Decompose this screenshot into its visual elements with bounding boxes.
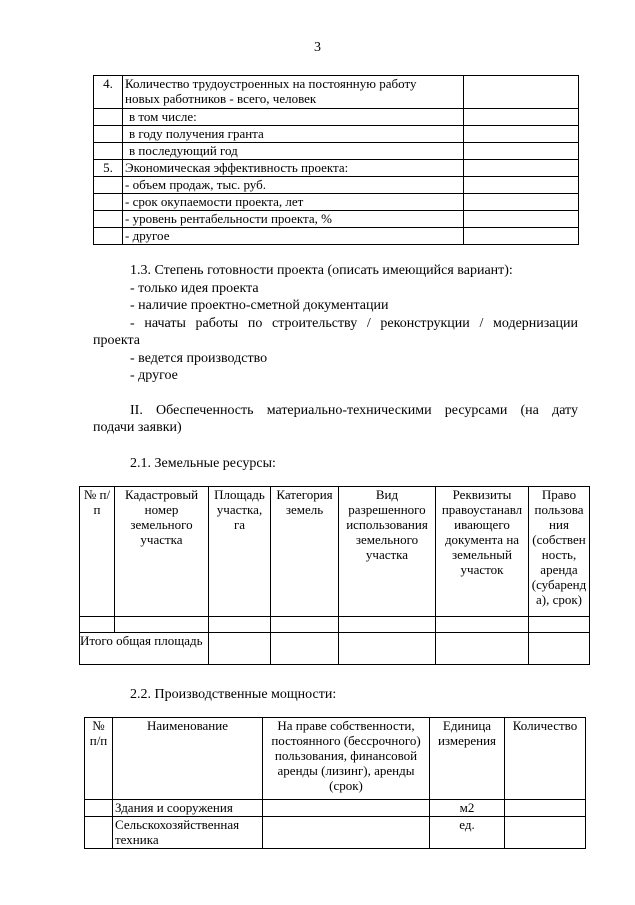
row-number [94,193,123,210]
page-number: 3 [314,40,321,55]
table-cell [339,633,436,665]
row-value-cell [464,176,579,193]
table-header-row [85,718,586,800]
indicators-table [93,75,579,245]
row-label: в последующий год [123,142,464,159]
column-header: Категория земель [271,487,339,617]
row-number: 4. [94,76,123,92]
table-cell [505,800,586,817]
table-row [85,817,586,849]
column-header: Реквизиты правоустанавл ивающего документа на земельный участок [436,487,529,617]
column-header: Вид разрешенного использования земельного участка [339,487,436,617]
column-header: № п/п [80,487,115,617]
readiness-option: - другое [130,368,178,383]
table-row [94,159,579,176]
table-cell [209,617,271,633]
item-name: Сельскохозяйственная техника [113,817,263,849]
table-cell [529,633,590,665]
table-cell [80,617,115,633]
row-label: - уровень рентабельности проекта, % [123,210,464,227]
item-unit: ед. [430,817,505,849]
table-row [94,193,579,210]
row-number [94,176,123,193]
table-cell [436,617,529,633]
row-number [94,210,123,227]
section-2-2-heading: 2.2. Производственные мощности: [130,687,337,702]
row-label: новых работников - всего, человек [123,91,464,108]
item-name: Здания и сооружения [113,800,263,817]
table-cell [271,633,339,665]
row-number [94,227,123,244]
row-value-cell [464,91,579,108]
table-cell [115,617,209,633]
section-2-heading: II. Обеспеченность материально-техническими ресурсами (на дату [130,403,578,418]
row-label: - объем продаж, тыс. руб. [123,176,464,193]
row-value-cell [464,193,579,210]
table-cell [436,633,529,665]
table-row [85,800,586,817]
column-header: Право пользова ния (собствен ность, аренда (субаренд а), срок) [529,487,590,617]
column-header: Площадь участка, га [209,487,271,617]
section-2-heading-continuation: подачи заявки) [93,420,182,435]
row-number [94,91,123,108]
table-row [94,108,579,125]
table-cell [339,617,436,633]
row-label: в году получения гранта [123,125,464,142]
table-cell [505,817,586,849]
table-cell [529,617,590,633]
table-row [94,210,579,227]
row-label: Экономическая эффективность проекта: [123,159,464,176]
item-unit: м2 [430,800,505,817]
column-header: № п/п [85,718,113,800]
row-value-cell [464,142,579,159]
row-value-cell [464,227,579,244]
table-cell [271,617,339,633]
row-label: - срок окупаемости проекта, лет [123,193,464,210]
table-header-row [80,487,590,617]
row-value-cell [464,108,579,125]
table-row [80,617,590,633]
table-row [94,176,579,193]
row-label: Количество трудоустроенных на постоянную работу [123,76,464,92]
row-number [94,108,123,125]
column-header: На праве собственности, постоянного (бессрочного) пользования, финансовой аренды (лизинг), аренды (срок) [263,718,430,800]
table-cell [85,800,113,817]
column-header: Единица измерения [430,718,505,800]
table-row [94,125,579,142]
row-label: - другое [123,227,464,244]
column-header: Количество [505,718,586,800]
row-label: в том числе: [123,108,464,125]
row-value-cell [464,76,579,92]
production-capacity-table [84,717,586,849]
row-number: 5. [94,159,123,176]
table-row [94,76,579,92]
row-number [94,125,123,142]
table-row [94,142,579,159]
section-2-1-heading: 2.1. Земельные ресурсы: [130,456,276,471]
column-header: Наименование [113,718,263,800]
readiness-option: - ведется производство [130,351,268,366]
table-cell [85,817,113,849]
table-cell [209,633,271,665]
row-value-cell [464,125,579,142]
table-cell [263,800,430,817]
land-resources-table [79,486,590,665]
table-row [94,227,579,244]
row-value-cell [464,210,579,227]
table-cell [263,817,430,849]
readiness-option: - начаты работы по строительству / реконструкции / модернизации [130,316,578,331]
total-label: Итого общая площадь [80,633,209,665]
table-row [94,91,579,108]
column-header: Кадастровый номер земельного участка [115,487,209,617]
readiness-option: - наличие проектно-сметной документации [130,298,389,313]
row-number [94,142,123,159]
row-value-cell [464,159,579,176]
readiness-option: - только идея проекта [130,281,259,296]
section-1-3-heading: 1.3. Степень готовности проекта (описать имеющийся вариант): [130,263,513,278]
readiness-option-continuation: проекта [93,333,140,348]
table-total-row [80,633,590,665]
